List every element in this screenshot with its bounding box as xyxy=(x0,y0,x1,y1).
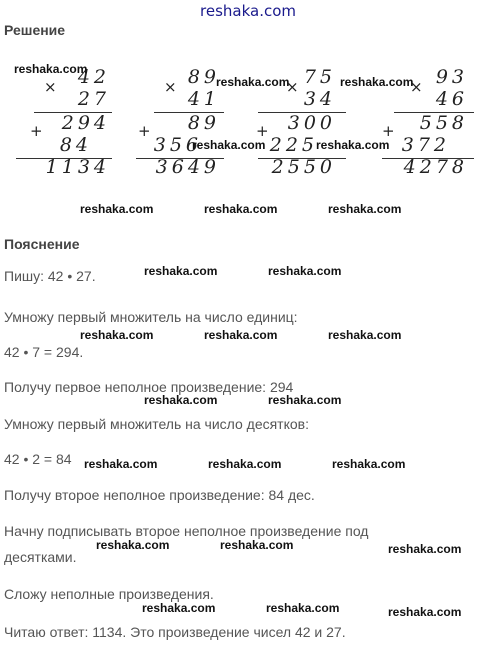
plus-sign: + xyxy=(30,122,43,140)
watermark: reshaka.com xyxy=(204,328,278,342)
watermark: reshaka.com xyxy=(332,457,406,471)
result: 3649 xyxy=(155,156,220,178)
watermark: reshaka.com xyxy=(204,202,278,216)
explanation-line: Читаю ответ: 1134. Это произведение чисел 42 и 27. xyxy=(4,624,346,640)
watermark: reshaka.com xyxy=(316,138,390,152)
partial-product-2: 356 xyxy=(153,134,202,156)
explanation-line: Сложу неполные произведения. xyxy=(4,586,214,602)
watermark: reshaka.com xyxy=(328,328,402,342)
partial-product-1: 89 xyxy=(187,112,220,134)
site-header-link[interactable]: reshaka.com xyxy=(200,2,296,20)
explanation-line: Начну подписывать второе неполное произведение под xyxy=(4,523,369,539)
multiplicand: 89 xyxy=(187,66,220,88)
watermark: reshaka.com xyxy=(266,601,340,615)
multiplicand: 75 xyxy=(303,66,336,88)
times-sign: × xyxy=(164,78,177,96)
result: 4278 xyxy=(403,156,468,178)
multiplicand: 42 xyxy=(77,66,110,88)
watermark: reshaka.com xyxy=(340,75,414,89)
watermark: reshaka.com xyxy=(216,75,290,89)
watermark: reshaka.com xyxy=(388,605,462,619)
watermark: reshaka.com xyxy=(268,264,342,278)
plus-sign: + xyxy=(256,122,269,140)
partial-product-1: 300 xyxy=(287,112,336,134)
explanation-line: Умножу первый множитель на число единиц: xyxy=(4,309,298,325)
multiplier: 34 xyxy=(303,88,336,110)
explanation-line: десятками. xyxy=(4,549,77,565)
explanation-line: Получу второе неполное произведение: 84 дес. xyxy=(4,487,315,503)
result: 2550 xyxy=(271,156,336,178)
explanation-line: 42 • 2 = 84 xyxy=(4,451,72,467)
explanation-line: Получу первое неполное произведение: 294 xyxy=(4,379,294,395)
watermark: reshaka.com xyxy=(144,264,218,278)
watermark: reshaka.com xyxy=(80,202,154,216)
partial-product-2: 84 xyxy=(59,134,92,156)
watermark: reshaka.com xyxy=(142,601,216,615)
explanation-line: 42 • 7 = 294. xyxy=(4,344,84,360)
partial-product-2: 372 xyxy=(401,134,450,156)
watermark: reshaka.com xyxy=(192,138,266,152)
watermark: reshaka.com xyxy=(144,393,218,407)
explanation-heading: Пояснение xyxy=(4,236,80,252)
multiplicand: 93 xyxy=(435,66,468,88)
plus-sign: + xyxy=(138,122,151,140)
watermark: reshaka.com xyxy=(328,202,402,216)
result: 1134 xyxy=(45,156,110,178)
watermark: reshaka.com xyxy=(208,457,282,471)
watermark: reshaka.com xyxy=(220,538,294,552)
multiplier: 27 xyxy=(77,88,110,110)
watermark: reshaka.com xyxy=(268,393,342,407)
partial-product-1: 558 xyxy=(419,112,468,134)
solution-heading: Решение xyxy=(4,22,66,38)
multiplier: 46 xyxy=(435,88,468,110)
partial-product-1: 294 xyxy=(61,112,110,134)
times-sign: × xyxy=(286,78,299,96)
watermark: reshaka.com xyxy=(80,328,154,342)
times-sign: × xyxy=(44,78,57,96)
multiplier: 41 xyxy=(187,88,220,110)
watermark: reshaka.com xyxy=(96,538,170,552)
partial-product-2: 225 xyxy=(269,134,318,156)
explanation-line: Пишу: 42 • 27. xyxy=(4,268,96,284)
watermark: reshaka.com xyxy=(84,457,158,471)
calc-1 xyxy=(14,62,114,182)
watermark: reshaka.com xyxy=(14,62,88,76)
plus-sign: + xyxy=(382,122,395,140)
watermark: reshaka.com xyxy=(388,542,462,556)
times-sign: × xyxy=(410,78,423,96)
explanation-line: Умножу первый множитель на число десятков: xyxy=(4,416,309,432)
